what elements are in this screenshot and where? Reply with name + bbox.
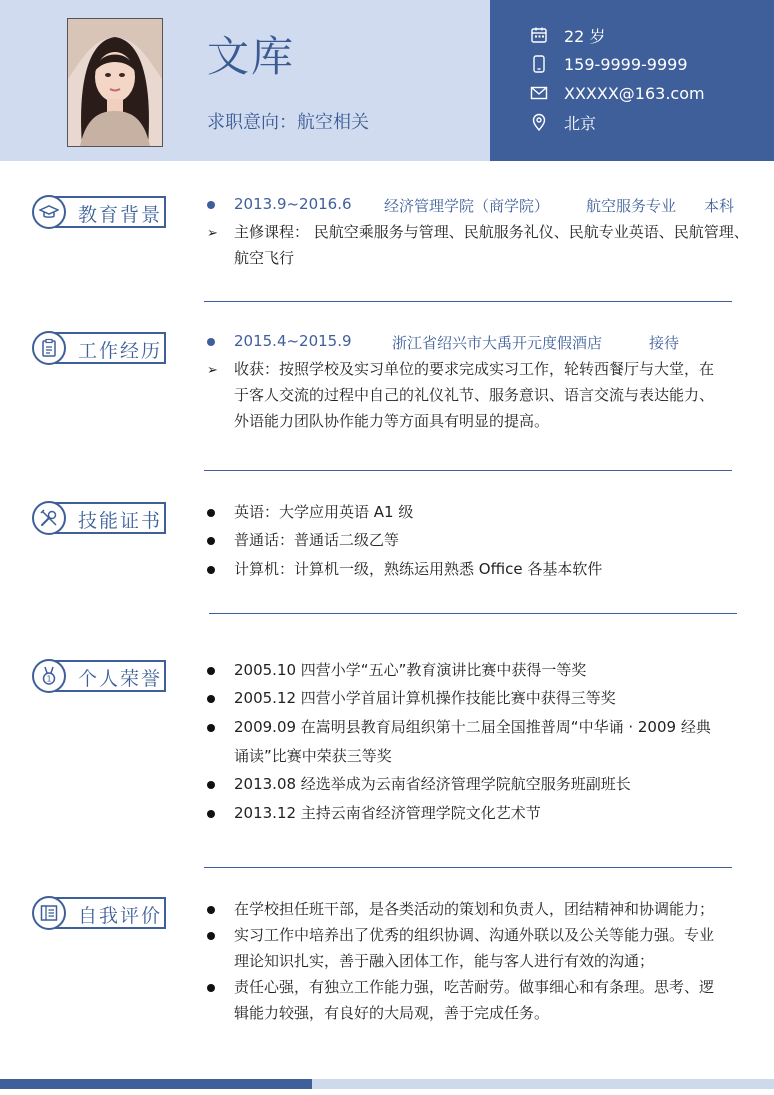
- section-title: 自我评价: [78, 905, 163, 927]
- contact-age: [530, 24, 760, 46]
- honor-item: [207, 687, 616, 708]
- section-work-label: [32, 332, 168, 368]
- education-period: 2013.9~2016.6: [234, 195, 352, 213]
- medal-icon: [32, 659, 66, 693]
- honor-text: 2005.12 四营小学首届计算机操作技能比赛中获得三等奖: [234, 689, 616, 707]
- divider: [204, 470, 732, 471]
- section-title: 个人荣誉: [78, 668, 163, 690]
- work-period: 2015.4~2015.9: [234, 332, 352, 350]
- education-degree: 本科: [704, 197, 735, 215]
- work-gain: ➢ 收获：按照学校及实习单位的要求完成实习工作，轮转西餐厅与大堂，在: [207, 360, 715, 378]
- education-entry: [207, 195, 352, 213]
- gain-text: 收获：按照学校及实习单位的要求完成实习工作，轮转西餐厅与大堂，在: [234, 360, 715, 378]
- honor-item: [207, 773, 631, 794]
- candidate-name: 文库: [207, 32, 296, 81]
- self-eval-text-cont: 理论知识扎实，善于融入团体工作，能与客人进行有效的沟通；: [234, 952, 655, 970]
- section-title: 工作经历: [78, 340, 163, 362]
- section-education-label: [32, 196, 168, 232]
- footer-bar-dark: [0, 1079, 312, 1089]
- skill-item: [207, 529, 399, 550]
- city-value: 北京: [564, 113, 597, 133]
- honor-item: [207, 716, 711, 737]
- self-eval-text: 实习工作中培养出了优秀的组织协调、沟通外联以及公关等能力强。专业: [234, 926, 715, 944]
- email-value[interactable]: XXXXX@163.com: [564, 83, 705, 103]
- self-eval-text: 责任心强，有独立工作能力强，吃苦耐劳。做事细心和有条理。思考、逻: [234, 978, 715, 996]
- calendar-icon: [530, 26, 548, 44]
- courses-text-cont: 航空飞行: [234, 249, 295, 267]
- tools-icon: [32, 501, 66, 535]
- honor-text: 2013.12 主持云南省经济管理学院文化艺术节: [234, 804, 541, 822]
- footer-bar-light: [312, 1079, 774, 1089]
- self-eval-item: [207, 924, 714, 945]
- divider: [204, 867, 732, 868]
- graduation-cap-icon: [32, 195, 66, 229]
- education-courses: ➢ 主修课程： 民航空乘服务与管理、民航服务礼仪、民航专业英语、民航管理、: [207, 223, 749, 241]
- mail-icon: [530, 84, 548, 102]
- location-icon: [530, 113, 548, 131]
- clipboard-icon: [32, 331, 66, 365]
- honor-text: 2005.10 四营小学“五心”教育演讲比赛中获得一等奖: [234, 661, 587, 679]
- skill-text: 计算机：计算机一级，熟练运用熟悉 Office 各基本软件: [234, 560, 603, 578]
- svg-text:1: 1: [46, 674, 52, 684]
- education-major: 航空服务专业: [586, 197, 677, 215]
- phone-value[interactable]: 159-9999-9999: [564, 54, 688, 74]
- work-entry: [207, 332, 352, 350]
- phone-icon: [530, 55, 548, 73]
- self-eval-item: [207, 976, 714, 997]
- id-card-icon: [32, 896, 66, 930]
- contact-phone: [530, 53, 760, 75]
- job-intent: 求职意向：航空相关: [207, 112, 369, 133]
- education-school: 经济管理学院（商学院）: [384, 197, 550, 215]
- age-value: 22 岁: [564, 26, 606, 46]
- section-skills-label: [32, 502, 168, 538]
- honor-item: [207, 802, 541, 823]
- contact-email: [530, 82, 760, 104]
- skill-item: [207, 558, 602, 579]
- work-role: 接待: [649, 334, 680, 352]
- skill-text: 英语：大学应用英语 A1 级: [234, 503, 414, 521]
- section-self-eval-label: [32, 897, 168, 933]
- self-eval-text: 在学校担任班干部，是各类活动的策划和负责人，团结精神和协调能力；: [234, 900, 715, 918]
- work-company: 浙江省绍兴市大禹开元度假酒店: [392, 334, 603, 352]
- gain-text-cont: 于客人交流的过程中自己的礼仪礼节、服务意识、语言交流与表达能力、: [234, 386, 715, 404]
- honor-item: [207, 659, 586, 680]
- section-title: 教育背景: [78, 204, 163, 226]
- contact-city: [530, 111, 760, 133]
- gain-text-cont: 外语能力团队协作能力等方面具有明显的提高。: [234, 412, 550, 430]
- honor-text: 2009.09 在嵩明县教育局组织第十二届全国推普周“中华诵 · 2009 经典: [234, 718, 711, 736]
- self-eval-item: [207, 898, 714, 919]
- section-honors-label: [32, 660, 168, 696]
- honor-text-cont: 诵读”比赛中荣获三等奖: [234, 747, 392, 765]
- divider: [204, 301, 732, 302]
- honor-text: 2013.08 经选举成为云南省经济管理学院航空服务班副班长: [234, 775, 631, 793]
- skill-text: 普通话：普通话二级乙等: [234, 531, 400, 549]
- self-eval-text-cont: 辑能力较强，有良好的大局观，善于完成任务。: [234, 1004, 550, 1022]
- divider: [209, 613, 737, 614]
- skill-item: [207, 501, 413, 522]
- courses-text: 主修课程： 民航空乘服务与管理、民航服务礼仪、民航专业英语、民航管理、: [234, 223, 749, 241]
- section-title: 技能证书: [78, 510, 163, 532]
- profile-photo: [67, 18, 163, 147]
